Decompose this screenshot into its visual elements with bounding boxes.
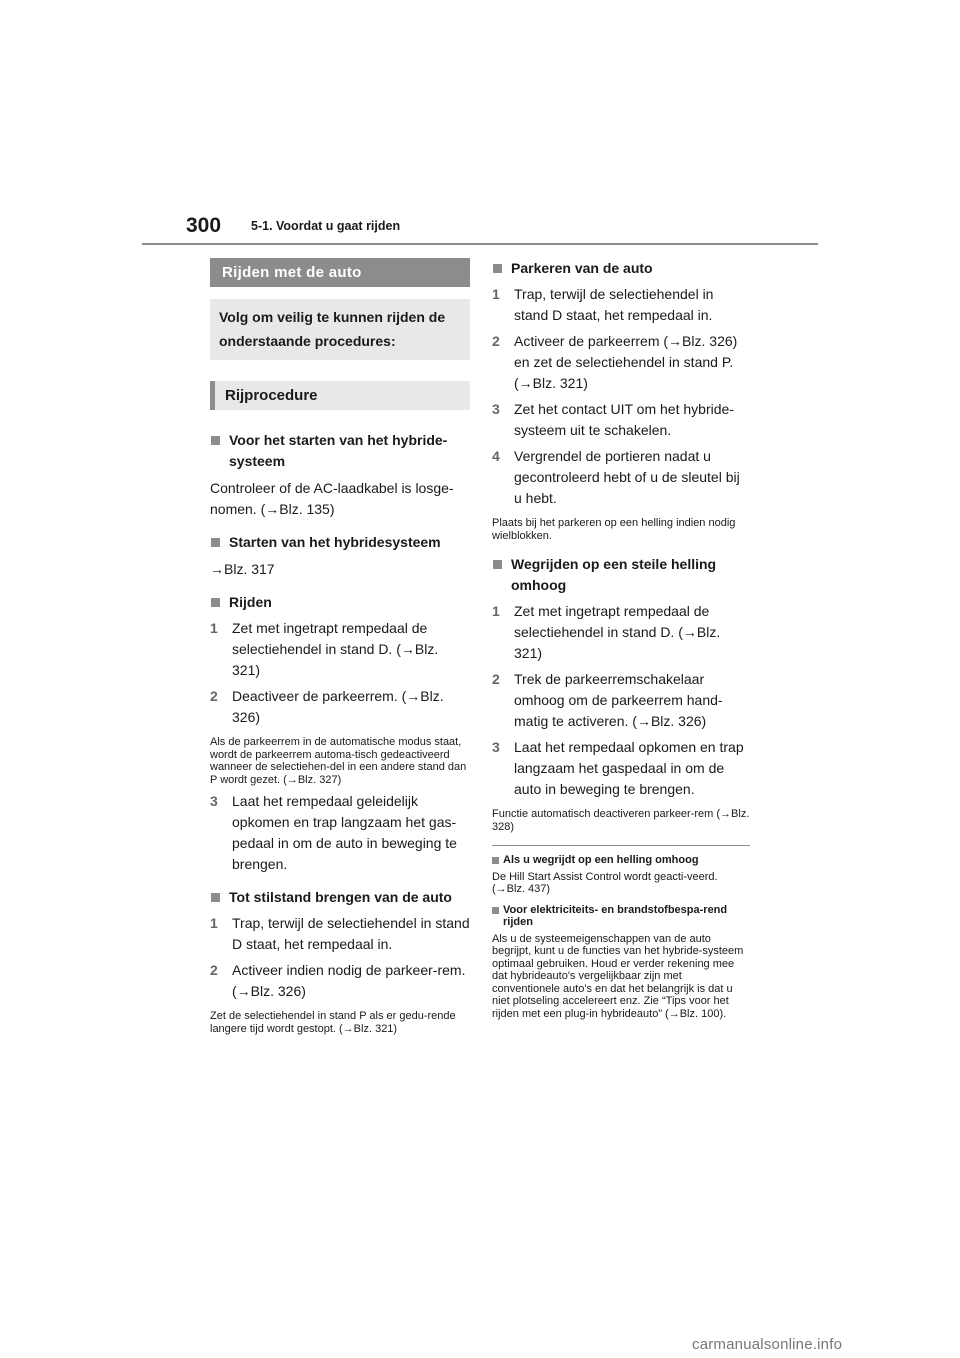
step-text: Trek de parkeerremschakelaar omhoog om de parkeerrem hand-matig te activeren. (→Blz. 326) bbox=[514, 671, 723, 729]
step-text: Zet het contact UIT om het hybride-systeem uit te schakelen. bbox=[514, 401, 734, 438]
heading-text: Starten van het hybridesysteem bbox=[229, 534, 441, 550]
square-bullet-icon bbox=[211, 436, 220, 445]
step-item bbox=[210, 960, 470, 1002]
heading-text: Rijden bbox=[229, 594, 272, 610]
heading-text: Tot stilstand brengen van de auto bbox=[229, 889, 452, 905]
step-number: 2 bbox=[492, 333, 500, 349]
watermark: carmanualsonline.info bbox=[692, 1336, 843, 1353]
square-bullet-icon bbox=[493, 560, 502, 569]
step-item bbox=[492, 399, 750, 441]
section-divider bbox=[492, 845, 750, 846]
square-bullet-icon bbox=[211, 538, 220, 547]
step-number: 1 bbox=[210, 620, 218, 636]
heading-text: Wegrijden op een steile helling omhoog bbox=[511, 556, 717, 593]
small-heading-eco bbox=[492, 904, 750, 929]
note: De Hill Start Assist Control wordt geacti-veerd. (→Blz. 437) bbox=[492, 870, 718, 895]
note: Zet de selectiehendel in stand P als er gedu-rende langere tijd wordt gestopt. (→Blz. 321) bbox=[210, 1010, 456, 1035]
step-text: Zet met ingetrapt rempedaal de selectiehendel in stand D. (→Blz. 321) bbox=[514, 603, 721, 661]
small-heading-hill bbox=[492, 854, 750, 867]
note: Plaats bij het parkeren op een helling indien nodig wielblokken. bbox=[492, 517, 736, 542]
step-number: 2 bbox=[210, 688, 218, 704]
step-number: 3 bbox=[492, 739, 500, 755]
step-text: Laat het rempedaal opkomen en trap langzaam het gaspedaal in om de auto in beweging te brengen. bbox=[514, 739, 744, 797]
square-bullet-icon bbox=[492, 857, 499, 864]
heading-before-start bbox=[210, 430, 470, 472]
step-item bbox=[492, 601, 750, 664]
step-number: 1 bbox=[492, 603, 500, 619]
page-number: 300 bbox=[186, 214, 222, 237]
heading-uphill bbox=[492, 554, 750, 596]
step-number: 4 bbox=[492, 448, 500, 464]
note: Functie automatisch deactiveren parkeer-rem (→Blz. 328) bbox=[492, 808, 750, 833]
step-number: 1 bbox=[492, 286, 500, 302]
left-column bbox=[210, 258, 470, 1035]
step-text: Trap, terwijl de selectiehendel in stand D staat, het rempedaal in. bbox=[514, 286, 714, 323]
subhead-bar: Rijprocedure bbox=[210, 381, 470, 410]
step-number: 3 bbox=[210, 793, 218, 809]
heading-text: Als u wegrijdt op een helling omhoog bbox=[503, 854, 699, 866]
step-number: 2 bbox=[210, 962, 218, 978]
step-text: Laat het rempedaal geleidelijk opkomen en trap langzaam het gas-pedaal in om de auto in beweging te brengen. bbox=[232, 793, 457, 872]
paragraph: Controleer of de AC-laadkabel is losge-nomen. (→Blz. 135) bbox=[210, 480, 454, 517]
step-number: 1 bbox=[210, 915, 218, 931]
square-bullet-icon bbox=[493, 264, 502, 273]
step-text: Zet met ingetrapt rempedaal de selectiehendel in stand D. (→Blz. 321) bbox=[232, 620, 439, 678]
step-text: Activeer de parkeerrem (→Blz. 326) en zet de selectiehendel in stand P. (→Blz. 321) bbox=[514, 333, 738, 391]
step-item bbox=[492, 446, 750, 509]
heading-text: Voor het starten van het hybride-systeem bbox=[229, 432, 448, 469]
page-reference: →Blz. 317 bbox=[210, 561, 275, 577]
step-item bbox=[210, 686, 470, 728]
heading-stopping bbox=[210, 887, 470, 908]
note: Als de parkeerrem in de automatische modus staat, wordt de parkeerrem automa-tisch gedeactiveerd wanneer de selectiehen-del in een andere stand dan P wordt gezet. (→Blz. 327) bbox=[210, 736, 467, 786]
section-title: Rijden met de auto bbox=[210, 258, 470, 287]
right-column bbox=[492, 258, 750, 1020]
step-item bbox=[492, 737, 750, 800]
square-bullet-icon bbox=[211, 598, 220, 607]
heading-text: Parkeren van de auto bbox=[511, 260, 653, 276]
heading-text: Voor elektriciteits- en brandstofbespa-rend rijden bbox=[503, 903, 728, 928]
section-label: 5-1. Voordat u gaat rijden bbox=[251, 219, 401, 233]
header-rule bbox=[142, 243, 818, 245]
step-number: 2 bbox=[492, 671, 500, 687]
square-bullet-icon bbox=[211, 893, 220, 902]
step-item bbox=[210, 791, 470, 875]
step-item bbox=[492, 669, 750, 732]
step-item bbox=[210, 618, 470, 681]
intro-box: Volg om veilig te kunnen rijden de onderstaande procedures: bbox=[210, 299, 470, 360]
note: Als u de systeemeigenschappen van de auto begrijpt, kunt u de functies van het hybride-systeem optimaal gebruiken. Houd er verder rekening mee dat hybrideauto's vergelijkbaar zijn met conventionele auto's en dat het belangrijk is dat u niet plotseling accelereert enz. Zie “Tips voor het rijden met een plug-in hybrideauto” (→Blz. 100). bbox=[492, 932, 744, 1020]
step-text: Trap, terwijl de selectiehendel in stand D staat, het rempedaal in. bbox=[232, 915, 470, 952]
step-item bbox=[492, 284, 750, 326]
step-text: Activeer indien nodig de parkeer-rem. (→Blz. 326) bbox=[232, 962, 466, 999]
heading-parking bbox=[492, 258, 750, 279]
square-bullet-icon bbox=[492, 907, 499, 914]
step-item bbox=[492, 331, 750, 394]
step-text: Deactiveer de parkeerrem. (→Blz. 326) bbox=[232, 688, 444, 725]
heading-driving bbox=[210, 592, 470, 613]
step-item bbox=[210, 913, 470, 955]
step-text: Vergrendel de portieren nadat u gecontroleerd hebt of u de sleutel bij u hebt. bbox=[514, 448, 740, 506]
heading-starting bbox=[210, 532, 470, 553]
step-number: 3 bbox=[492, 401, 500, 417]
